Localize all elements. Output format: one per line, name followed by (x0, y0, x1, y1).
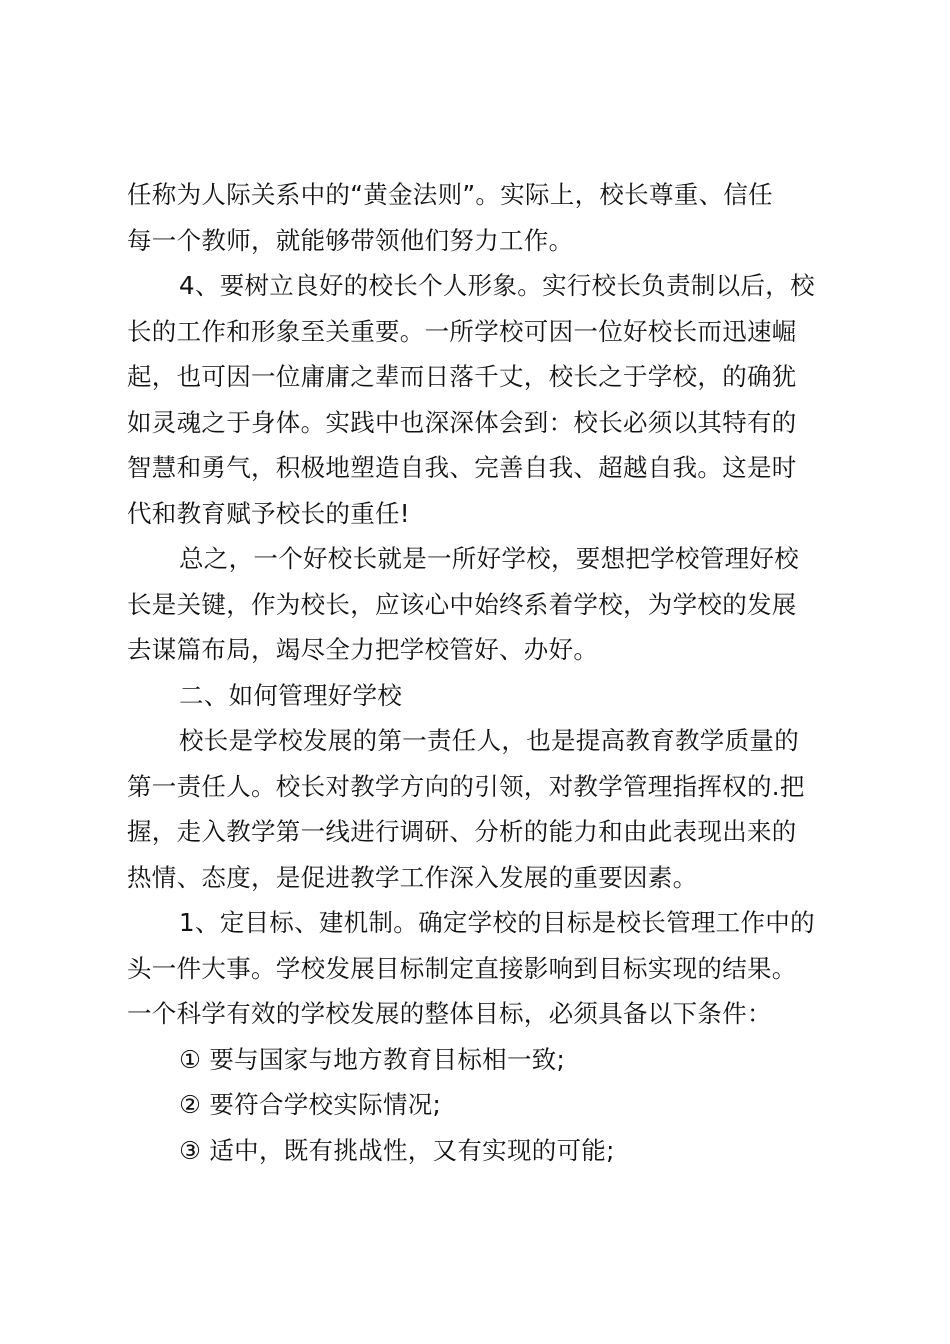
text-line: 起，也可因一位庸庸之辈而日落千丈，校长之于学校，的确犹 (127, 362, 797, 391)
text-line: 代和教育赋予校长的重任! (127, 498, 410, 528)
text-line: 第一责任人。校长对教学方向的引领，对教学管理指挥权的.把 (127, 771, 805, 801)
text-line: 头一件大事。学校发展目标制定直接影响到目标实现的结果。 (127, 953, 797, 983)
text-line: 校长是学校发展的第一责任人，也是提高教育教学质量的 (179, 726, 799, 755)
section-heading: 二、如何管理好学校 (179, 680, 403, 710)
text-line: 如灵魂之于身体。实践中也深深体会到：校长必须以其特有的 (127, 407, 797, 437)
text-line: 热情、态度，是促进教学工作深入发展的重要因素。 (127, 862, 698, 892)
text-line: 一个科学有效的学校发展的整体目标，必须具备以下条件： (127, 999, 772, 1028)
text-line: 长的工作和形象至关重要。一所学校可因一位好校长而迅速崛 (127, 316, 797, 346)
list-item: ② 要符合学校实际情况; (179, 1090, 442, 1119)
text-line: 去谋篇布局，竭尽全力把学校管好、办好。 (127, 635, 599, 664)
text-line: 握，走入教学第一线进行调研、分析的能力和由此表现出来的 (127, 817, 797, 846)
list-item: ① 要与国家与地方教育目标相一致; (179, 1044, 566, 1074)
text-line: 长是关键，作为校长，应该心中始终系着学校，为学校的发展 (127, 589, 797, 619)
text-line: 4、要树立良好的校长个人形象。实行校长负责制以后，校 (179, 271, 815, 300)
list-item: ③ 适中，既有挑战性，又有实现的可能; (179, 1135, 615, 1165)
text-line: 任称为人际关系中的“黄金法则”。实际上，校长尊重、信任 (127, 180, 773, 209)
text-line: 总之，一个好校长就是一所好学校，要想把学校管理好校 (179, 544, 799, 573)
text-line: 每一个教师，就能够带领他们努力工作。 (127, 225, 574, 255)
document-body (127, 172, 831, 1173)
text-line: 1、定目标、建机制。确定学校的目标是校长管理工作中的 (179, 908, 815, 937)
text-line: 智慧和勇气，积极地塑造自我、完善自我、超越自我。这是时 (127, 453, 797, 482)
